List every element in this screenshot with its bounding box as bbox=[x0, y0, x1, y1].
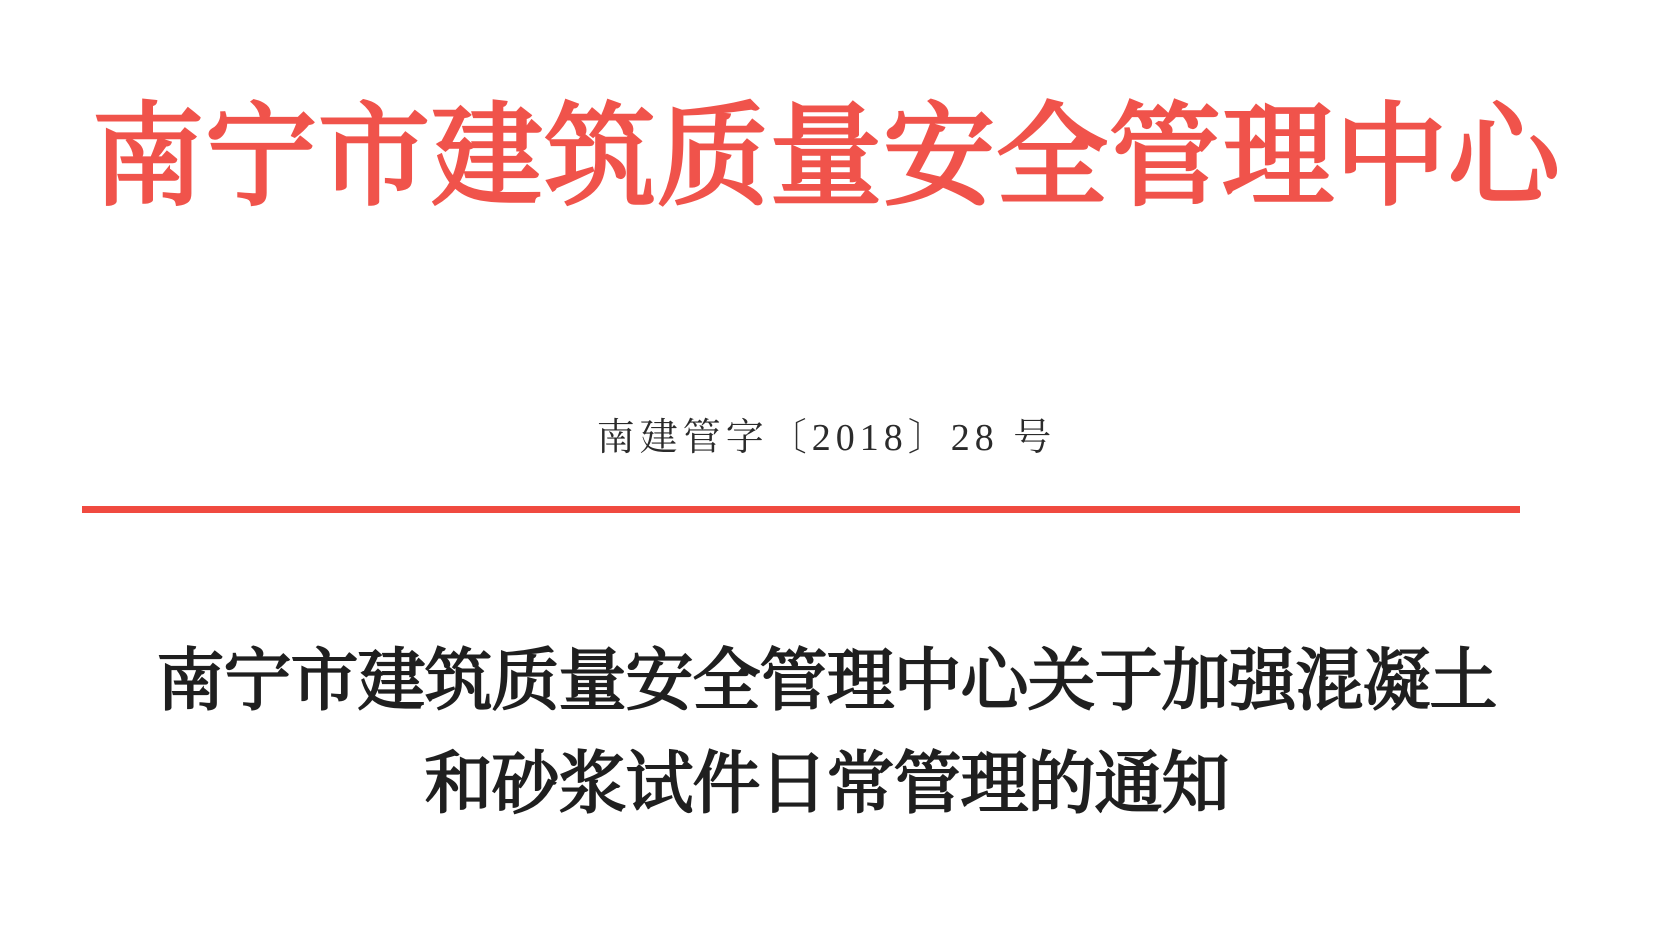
document-reference-number: 南建管字〔2018〕28 号 bbox=[596, 417, 1057, 459]
notice-title-line-2: 和砂浆试件日常管理的通知 bbox=[424, 746, 1229, 822]
notice-title-line-1: 南宁市建筑质量安全管理中心关于加强混凝土 bbox=[156, 643, 1497, 719]
agency-masthead-title: 南宁市建筑质量安全管理中心 bbox=[92, 96, 1561, 220]
notice-title bbox=[0, 630, 1653, 836]
red-divider-line bbox=[82, 506, 1520, 513]
